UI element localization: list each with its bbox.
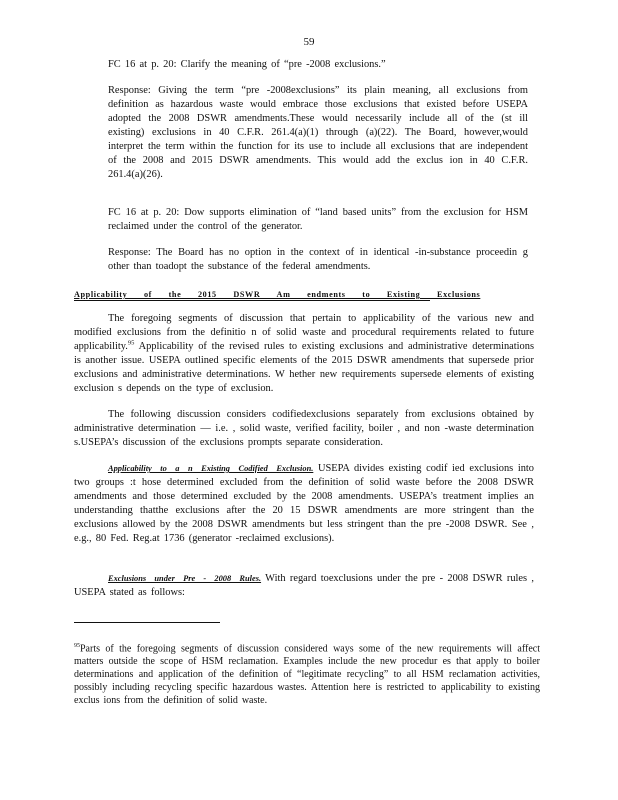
paragraph-codified-exclusions: The following discussion considers codifiedexclusions separately from exclusions obtained by administrative determination — i.e. , solid waste, verified facility, boiler , and non -waste determination s.USEPA’s discussion of the exclusions prompts separate consideration.: [74, 409, 534, 448]
footnote: [74, 640, 540, 707]
paragraph-text: Applicability of the revised rules to existing exclusions and administrative determinations is another issue. USEPA outlined specific elements of the 2015 DSWR amendments that supersede prior exclusions and administrative determinations. W hether new requirements supersede elements of existing exclusion s depends on the type of exclusion.: [74, 341, 534, 394]
heading-rule: [74, 300, 430, 301]
footnote-rule: [74, 622, 220, 623]
footnote-text: Parts of the foregoing segments of discussion considered ways some of the new requirements will affect matters outside the scope of HSM reclamation. Examples include the new procedur es that apply to boiler determinations and application of the definition of “legitimate recycling” to all HSM reclamation activities, possibly including recycling specific hazardous wastes. Attention here is restricted to applicability to existing exclus ions from the definition of solid waste.: [74, 643, 540, 707]
page-number: 59: [303, 36, 315, 48]
paragraph-text: USEPA divides existing codif ied exclusions into two groups :t hose determined excluded from the definition of solid waste before the 2008 DSWR amendments and those determined excluded by the 2008 amendments. USEPA’s treatment implies an understanding thatthe exclusions after the 20 15 DSWR amendments are more stringent than the exclusions allowed by the 2008 DSWR amendments but less stringent than the pre -2008 DSWR. See , e.g., 80 Fed. Reg.at 1736 (generator -reclaimed exclusions).: [74, 463, 534, 544]
response-identical-in-substance: Response: The Board has no option in the context of in identical -in-substance proceedin g other than toadopt the substance of the federal amendments.: [108, 247, 528, 272]
paragraph-existing-codified: [74, 462, 534, 546]
comment-fc16-dow: FC 16 at p. 20: Dow supports elimination of “land based units” from the exclusion for HSM reclaimed under the control of the generator.: [108, 207, 528, 232]
paragraph-pre-2008-rules: [74, 572, 534, 600]
section-heading: Applicability of the 2015 DSWR Am endments to Existing Exclusions: [74, 290, 481, 299]
runin-heading-existing-codified: Applicability to a n Existing Codified Exclusion.: [108, 464, 314, 473]
footnote-number: 95: [74, 643, 80, 649]
comment-fc16-clarify: FC 16 at p. 20: Clarify the meaning of “pre -2008 exclusions.”: [108, 59, 386, 70]
response-pre-2008-exclusions: Response: Giving the term “pre -2008exclusions” its plain meaning, all exclusions from definition as hazardous waste would embrace those exclusions that existed before USEPA adopted the 2008 DSWR amendments.These would necessarily include all of the (st ill existing) exclusions in 40 C.F.R. 261.4(a)(1) through (a)(22). The Board, however,would interpret the term within the function for its use to include all exclusions that are independent of the 2008 and 2015 DSWR amendments. This would add the exclus ion in 40 C.F.R. 261.4(a)(26).: [108, 85, 528, 180]
paragraph-text: With regard toexclusions under the pre - 2008 DSWR rules , USEPA stated as follows:: [74, 573, 534, 598]
paragraph-text: The foregoing segments of discussion that pertain to applicability of the various new and modified exclusions from the definitio n of solid waste and procedural requirements related to future applicability.: [74, 313, 534, 352]
runin-heading-pre-2008: Exclusions under Pre - 2008 Rules.: [108, 574, 262, 583]
paragraph-applicability: [74, 312, 534, 396]
footnote-reference: 95: [127, 339, 135, 347]
